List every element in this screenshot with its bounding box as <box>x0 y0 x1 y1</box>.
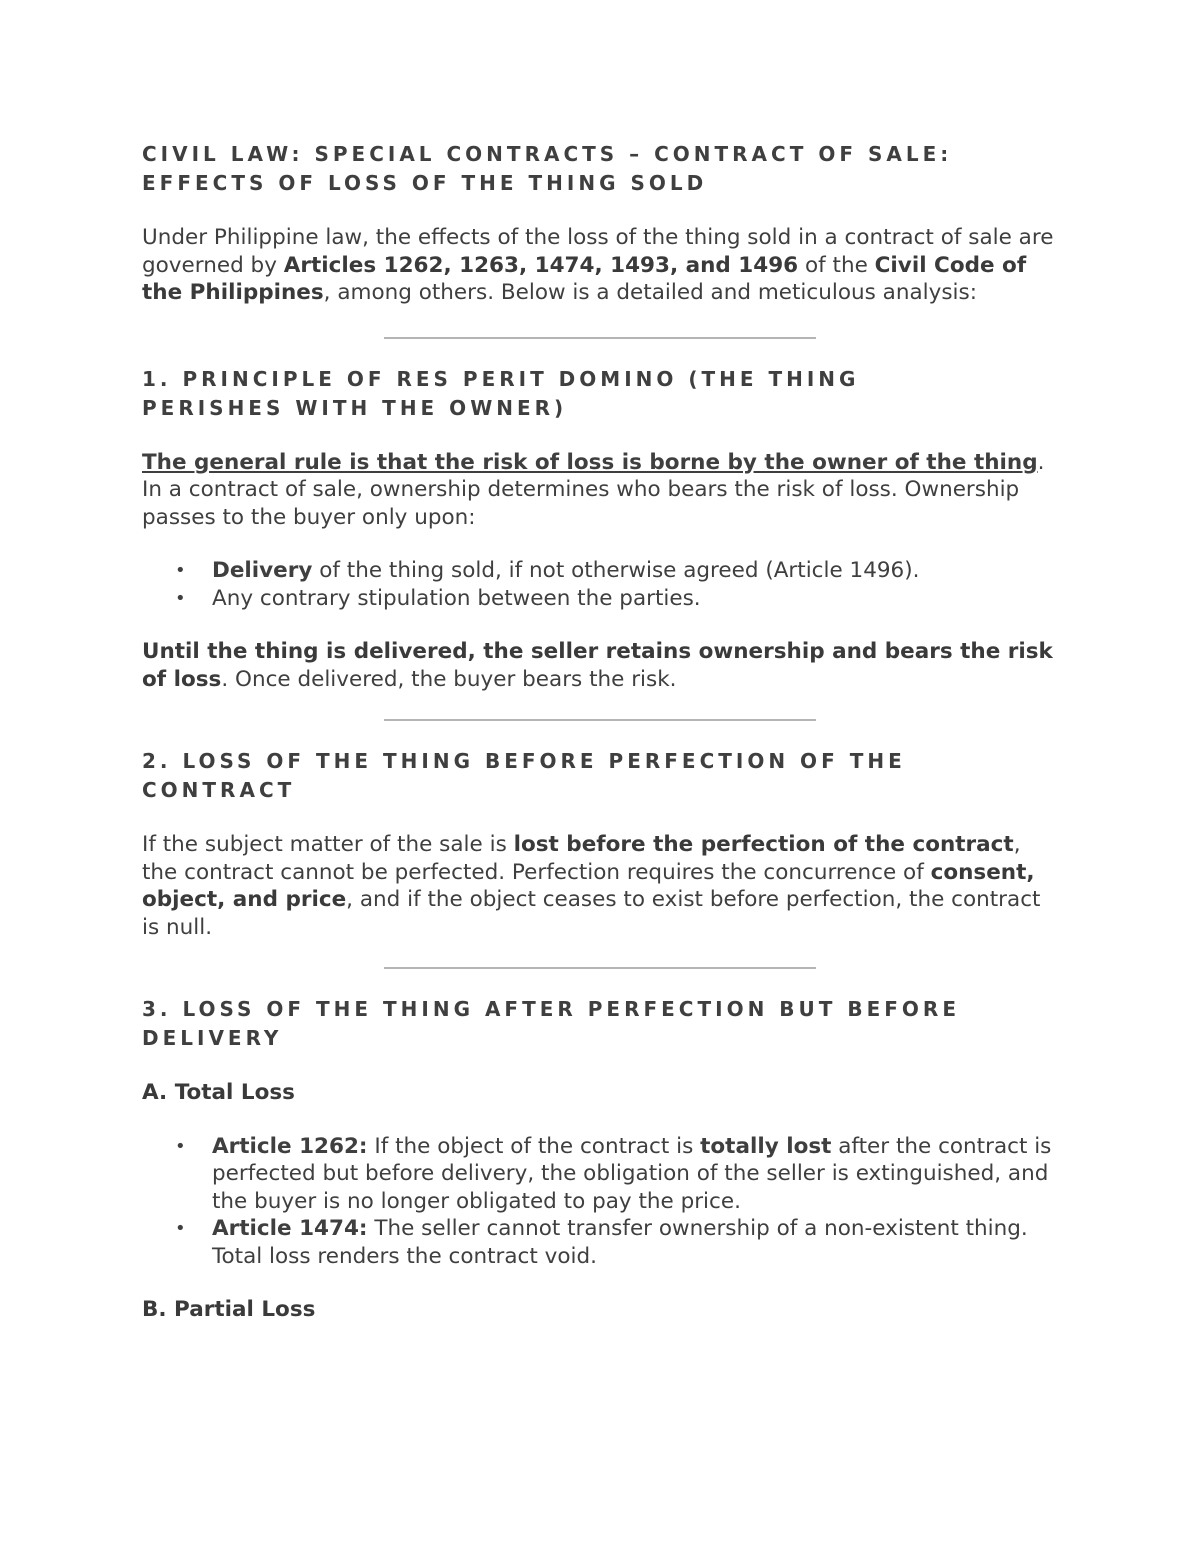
section-2-text-1: If the subject matter of the sale is <box>142 832 514 857</box>
general-rule-text: . In a contract of sale, ownership determines who bears the risk of loss. Ownership passes to the buyer only upon: <box>142 449 1045 530</box>
section-3-heading-line-1: 3. LOSS OF THE THING AFTER PERFECTION BUT BEFORE <box>142 997 960 1021</box>
totally-lost-bold: totally lost <box>700 1133 832 1159</box>
subheading-total-loss: A. Total Loss <box>142 1080 295 1105</box>
section-divider-2 <box>384 719 816 721</box>
section-2-heading-line-1: 2. LOSS OF THE THING BEFORE PERFECTION OF THE <box>142 749 906 773</box>
list-item <box>142 1133 1062 1216</box>
bullet-icon: • <box>175 1135 186 1157</box>
list-item <box>142 585 1062 613</box>
article-1262-text-1: If the object of the contract is <box>367 1133 701 1159</box>
closing-bold: Until the thing is delivered, the seller retains ownership and bears the risk of loss <box>142 639 1053 692</box>
document-content <box>142 140 1062 1324</box>
general-rule-underlined: The general rule is that the risk of loss is borne by the owner of the thing <box>142 449 1038 475</box>
section-1-heading <box>142 365 1062 423</box>
section-1-bullet-list <box>142 557 1062 612</box>
article-1474-text: The seller cannot transfer ownership of a non-existent thing. Total loss renders the contract void. <box>212 1216 1028 1269</box>
bullet-icon: • <box>175 587 186 609</box>
section-2-heading <box>142 747 1062 805</box>
article-1262-bold: Article 1262: <box>212 1133 368 1159</box>
intro-text-3: , among others. Below is a detailed and meticulous analysis: <box>323 280 977 305</box>
intro-text-2: of the <box>798 252 875 278</box>
section-1-heading-line-1: 1. PRINCIPLE OF RES PERIT DOMINO (THE THING <box>142 366 860 391</box>
subheading-partial-loss: B. Partial Loss <box>142 1297 316 1322</box>
section-2-text-2: , the contract cannot be perfected. Perfection requires the concurrence of <box>142 832 1021 885</box>
section-2-heading-line-2: CONTRACT <box>142 778 296 802</box>
list-item <box>142 557 1062 585</box>
article-1474-bold: Article 1474: <box>212 1216 368 1241</box>
intro-articles: Articles 1262, 1263, 1474, 1493, and 1496 <box>283 252 799 278</box>
section-2-paragraph <box>142 831 1062 941</box>
section-3-a-bullet-list <box>142 1133 1062 1271</box>
intro-civil-code: Civil Code of the Philippines <box>142 252 1027 305</box>
section-1-closing-paragraph <box>142 638 1062 693</box>
bullet-icon: • <box>175 560 186 581</box>
section-1-heading-line-2: PERISHES WITH THE OWNER) <box>142 395 568 420</box>
section-2-bold-2: consent, object, and price <box>142 859 1035 912</box>
article-1262-text-2: after the contract is perfected but before delivery, the obligation of the seller is extinguished, and the buyer is no longer obligated to pay the price. <box>212 1133 1052 1214</box>
bullet-icon: • <box>175 1218 186 1239</box>
title-line-1: CIVIL LAW: SPECIAL CONTRACTS – CONTRACT OF SALE: <box>142 142 953 166</box>
delivery-bold: Delivery <box>212 558 313 583</box>
delivery-text: of the thing sold, if not otherwise agreed (Article 1496). <box>312 558 920 583</box>
section-1-rule-paragraph <box>142 449 1062 532</box>
section-3-heading <box>142 995 1062 1053</box>
list-item <box>142 1215 1062 1270</box>
document-title <box>142 140 1062 198</box>
title-line-2: EFFECTS OF LOSS OF THE THING SOLD <box>142 171 708 195</box>
intro-paragraph <box>142 224 1062 307</box>
contrary-stipulation-text: Any contrary stipulation between the parties. <box>212 585 701 611</box>
section-divider-1 <box>384 337 816 339</box>
section-2-bold-1: lost before the perfection of the contract <box>513 832 1014 857</box>
section-2-text-3: , and if the object ceases to exist before perfection, the contract is null. <box>142 887 1041 940</box>
intro-text-1: Under Philippine law, the effects of the loss of the thing sold in a contract of sale are governed by <box>142 225 1054 278</box>
closing-text: . Once delivered, the buyer bears the risk. <box>221 666 677 692</box>
section-3-heading-line-2: DELIVERY <box>142 1026 283 1050</box>
section-divider-3 <box>384 967 816 969</box>
